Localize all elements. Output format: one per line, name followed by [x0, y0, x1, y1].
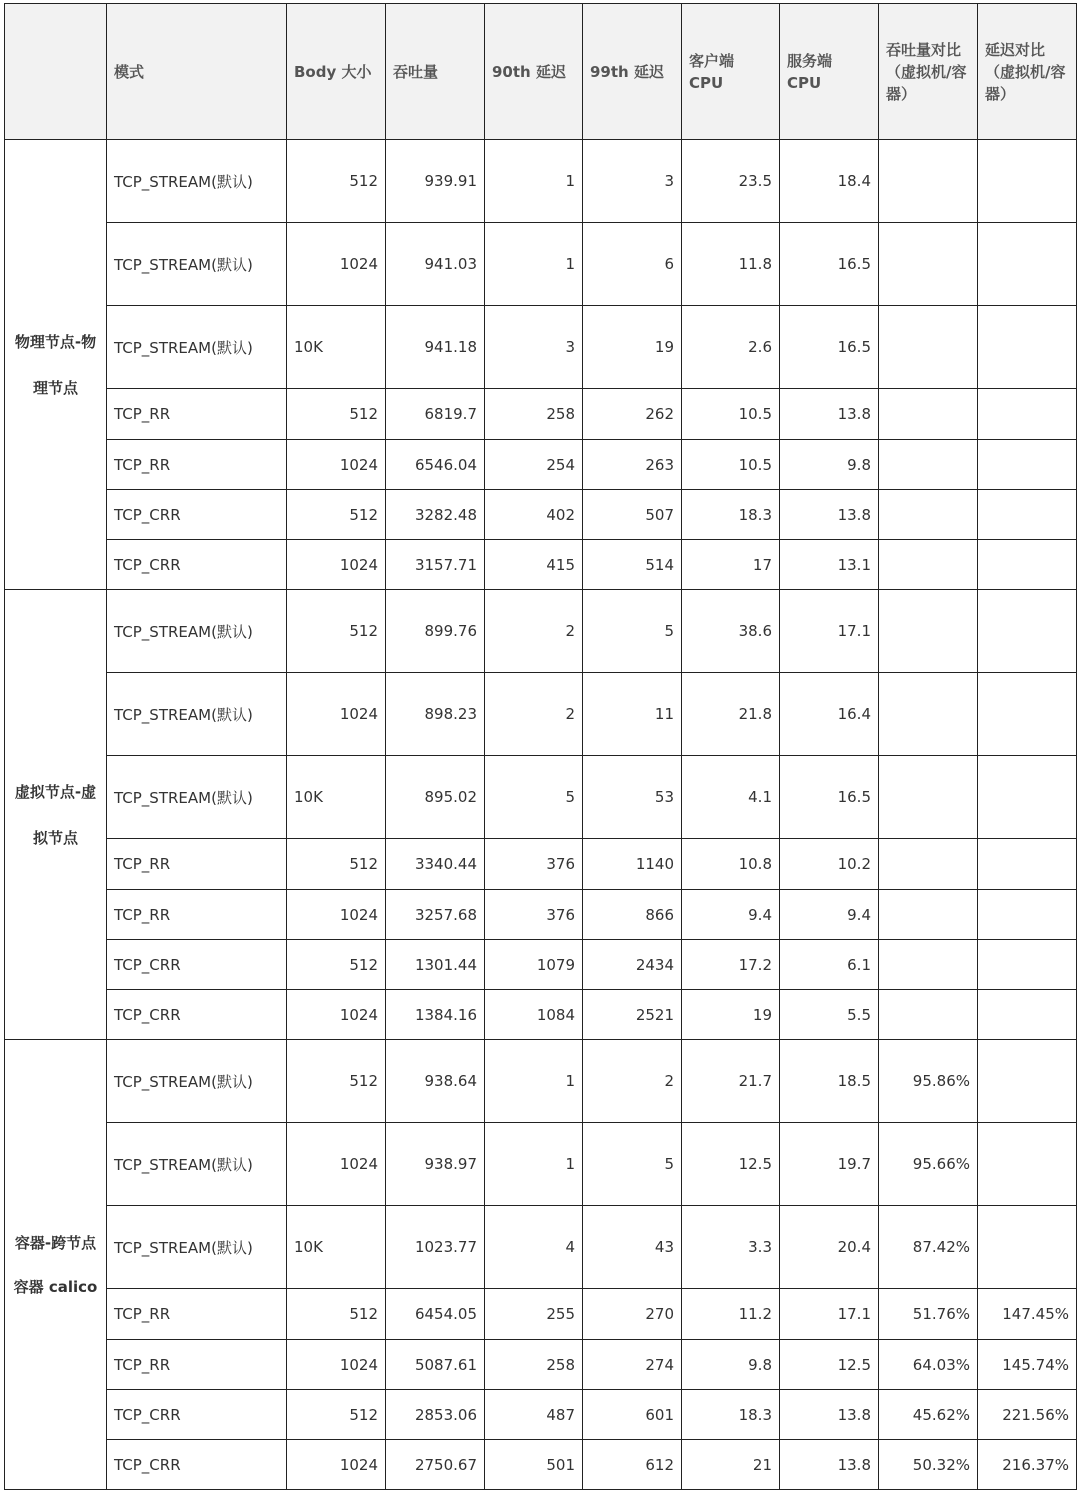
cell-mode: TCP_CRR	[107, 1390, 287, 1440]
cell-client-cpu: 3.3	[682, 1206, 780, 1289]
cell-throughput: 3282.48	[386, 490, 485, 540]
cell-p99-latency: 262	[583, 389, 682, 440]
cell-mode: TCP_STREAM(默认)	[107, 756, 287, 839]
cell-client-cpu: 4.1	[682, 756, 780, 839]
benchmark-table	[4, 3, 1077, 1490]
cell-server-cpu: 9.8	[780, 440, 879, 490]
group-label: 容器-跨节点容器 calico	[5, 1040, 107, 1490]
cell-throughput-ratio	[879, 673, 978, 756]
table-row	[5, 1040, 1077, 1123]
cell-client-cpu: 11.8	[682, 223, 780, 306]
cell-throughput-ratio	[879, 940, 978, 990]
cell-client-cpu: 9.4	[682, 890, 780, 940]
cell-mode: TCP_CRR	[107, 940, 287, 990]
cell-client-cpu: 10.5	[682, 440, 780, 490]
cell-p99-latency: 19	[583, 306, 682, 389]
header-row	[5, 4, 1077, 140]
cell-body-size: 512	[287, 1390, 386, 1440]
cell-body-size: 10K	[287, 1206, 386, 1289]
cell-p99-latency: 514	[583, 540, 682, 590]
cell-client-cpu: 18.3	[682, 490, 780, 540]
cell-throughput-ratio	[879, 140, 978, 223]
table-row	[5, 490, 1077, 540]
cell-client-cpu: 12.5	[682, 1123, 780, 1206]
cell-p90-latency: 501	[485, 1440, 583, 1490]
cell-throughput: 6546.04	[386, 440, 485, 490]
cell-latency-ratio	[978, 1040, 1077, 1123]
cell-p90-latency: 402	[485, 490, 583, 540]
cell-throughput: 3257.68	[386, 890, 485, 940]
cell-p99-latency: 6	[583, 223, 682, 306]
cell-throughput-ratio: 51.76%	[879, 1289, 978, 1340]
cell-throughput: 5087.61	[386, 1340, 485, 1390]
header-group	[5, 4, 107, 140]
cell-mode: TCP_STREAM(默认)	[107, 1206, 287, 1289]
group-label: 虚拟节点-虚拟节点	[5, 590, 107, 1040]
cell-p99-latency: 2434	[583, 940, 682, 990]
cell-p90-latency: 254	[485, 440, 583, 490]
header-client-cpu: 客户端 CPU	[682, 4, 780, 140]
cell-client-cpu: 19	[682, 990, 780, 1040]
cell-mode: TCP_RR	[107, 839, 287, 890]
cell-latency-ratio	[978, 990, 1077, 1040]
cell-latency-ratio	[978, 673, 1077, 756]
table-row	[5, 673, 1077, 756]
cell-mode: TCP_CRR	[107, 990, 287, 1040]
cell-throughput: 2750.67	[386, 1440, 485, 1490]
table-row	[5, 940, 1077, 990]
group-label: 物理节点-物理节点	[5, 140, 107, 590]
cell-server-cpu: 12.5	[780, 1340, 879, 1390]
cell-throughput-ratio	[879, 389, 978, 440]
cell-mode: TCP_RR	[107, 389, 287, 440]
cell-mode: TCP_STREAM(默认)	[107, 306, 287, 389]
cell-p90-latency: 487	[485, 1390, 583, 1440]
cell-server-cpu: 16.5	[780, 306, 879, 389]
cell-client-cpu: 21.7	[682, 1040, 780, 1123]
cell-body-size: 512	[287, 1289, 386, 1340]
cell-server-cpu: 17.1	[780, 590, 879, 673]
cell-p90-latency: 1	[485, 1040, 583, 1123]
cell-latency-ratio	[978, 940, 1077, 990]
cell-latency-ratio: 221.56%	[978, 1390, 1077, 1440]
cell-p90-latency: 376	[485, 839, 583, 890]
cell-latency-ratio	[978, 540, 1077, 590]
cell-throughput-ratio: 87.42%	[879, 1206, 978, 1289]
cell-mode: TCP_STREAM(默认)	[107, 223, 287, 306]
cell-p90-latency: 258	[485, 1340, 583, 1390]
cell-mode: TCP_RR	[107, 1289, 287, 1340]
table-row	[5, 140, 1077, 223]
cell-p99-latency: 53	[583, 756, 682, 839]
cell-body-size: 512	[287, 590, 386, 673]
cell-p99-latency: 270	[583, 1289, 682, 1340]
cell-mode: TCP_CRR	[107, 540, 287, 590]
cell-client-cpu: 17.2	[682, 940, 780, 990]
cell-latency-ratio	[978, 490, 1077, 540]
cell-mode: TCP_CRR	[107, 490, 287, 540]
cell-client-cpu: 10.8	[682, 839, 780, 890]
cell-throughput-ratio: 95.86%	[879, 1040, 978, 1123]
cell-throughput: 895.02	[386, 756, 485, 839]
cell-body-size: 1024	[287, 223, 386, 306]
cell-latency-ratio	[978, 140, 1077, 223]
cell-p90-latency: 1084	[485, 990, 583, 1040]
cell-throughput-ratio	[879, 540, 978, 590]
cell-client-cpu: 10.5	[682, 389, 780, 440]
cell-throughput-ratio	[879, 490, 978, 540]
cell-client-cpu: 18.3	[682, 1390, 780, 1440]
cell-latency-ratio	[978, 306, 1077, 389]
cell-throughput: 1384.16	[386, 990, 485, 1040]
cell-throughput: 898.23	[386, 673, 485, 756]
cell-throughput-ratio	[879, 990, 978, 1040]
cell-body-size: 1024	[287, 440, 386, 490]
cell-client-cpu: 21.8	[682, 673, 780, 756]
cell-server-cpu: 20.4	[780, 1206, 879, 1289]
cell-p99-latency: 274	[583, 1340, 682, 1390]
cell-body-size: 1024	[287, 1123, 386, 1206]
cell-throughput: 938.64	[386, 1040, 485, 1123]
cell-throughput: 938.97	[386, 1123, 485, 1206]
cell-body-size: 512	[287, 389, 386, 440]
cell-latency-ratio	[978, 756, 1077, 839]
cell-p90-latency: 2	[485, 673, 583, 756]
cell-server-cpu: 10.2	[780, 839, 879, 890]
cell-p99-latency: 612	[583, 1440, 682, 1490]
cell-p90-latency: 4	[485, 1206, 583, 1289]
cell-client-cpu: 23.5	[682, 140, 780, 223]
cell-server-cpu: 18.5	[780, 1040, 879, 1123]
cell-latency-ratio: 145.74%	[978, 1340, 1077, 1390]
cell-p99-latency: 3	[583, 140, 682, 223]
cell-server-cpu: 18.4	[780, 140, 879, 223]
cell-body-size: 1024	[287, 540, 386, 590]
cell-server-cpu: 16.5	[780, 223, 879, 306]
cell-p90-latency: 5	[485, 756, 583, 839]
cell-client-cpu: 2.6	[682, 306, 780, 389]
cell-p90-latency: 1	[485, 1123, 583, 1206]
cell-mode: TCP_RR	[107, 440, 287, 490]
cell-latency-ratio: 147.45%	[978, 1289, 1077, 1340]
header-server-cpu: 服务端 CPU	[780, 4, 879, 140]
cell-server-cpu: 13.8	[780, 1390, 879, 1440]
cell-body-size: 1024	[287, 990, 386, 1040]
cell-p99-latency: 2	[583, 1040, 682, 1123]
table-body	[5, 140, 1077, 1490]
header-throughput: 吞吐量	[386, 4, 485, 140]
cell-server-cpu: 19.7	[780, 1123, 879, 1206]
cell-client-cpu: 9.8	[682, 1340, 780, 1390]
table-row	[5, 1390, 1077, 1440]
cell-p99-latency: 2521	[583, 990, 682, 1040]
cell-throughput: 1023.77	[386, 1206, 485, 1289]
cell-p99-latency: 43	[583, 1206, 682, 1289]
cell-throughput-ratio	[879, 839, 978, 890]
cell-throughput-ratio	[879, 223, 978, 306]
cell-latency-ratio: 216.37%	[978, 1440, 1077, 1490]
cell-p90-latency: 1	[485, 140, 583, 223]
cell-throughput: 1301.44	[386, 940, 485, 990]
cell-throughput: 941.18	[386, 306, 485, 389]
cell-server-cpu: 16.4	[780, 673, 879, 756]
cell-throughput: 6454.05	[386, 1289, 485, 1340]
cell-p99-latency: 1140	[583, 839, 682, 890]
cell-mode: TCP_STREAM(默认)	[107, 673, 287, 756]
cell-latency-ratio	[978, 590, 1077, 673]
cell-client-cpu: 38.6	[682, 590, 780, 673]
cell-body-size: 1024	[287, 1340, 386, 1390]
cell-throughput-ratio	[879, 756, 978, 839]
cell-body-size: 10K	[287, 756, 386, 839]
cell-body-size: 10K	[287, 306, 386, 389]
table-row	[5, 890, 1077, 940]
cell-p99-latency: 263	[583, 440, 682, 490]
cell-throughput-ratio: 95.66%	[879, 1123, 978, 1206]
cell-server-cpu: 16.5	[780, 756, 879, 839]
cell-body-size: 1024	[287, 890, 386, 940]
table-row	[5, 1206, 1077, 1289]
table-row	[5, 440, 1077, 490]
table-row	[5, 1123, 1077, 1206]
cell-throughput: 3157.71	[386, 540, 485, 590]
cell-throughput: 2853.06	[386, 1390, 485, 1440]
table-row	[5, 756, 1077, 839]
table-row	[5, 990, 1077, 1040]
cell-throughput-ratio	[879, 440, 978, 490]
cell-p90-latency: 1079	[485, 940, 583, 990]
cell-mode: TCP_STREAM(默认)	[107, 1123, 287, 1206]
cell-throughput-ratio: 45.62%	[879, 1390, 978, 1440]
cell-throughput-ratio: 50.32%	[879, 1440, 978, 1490]
cell-p90-latency: 3	[485, 306, 583, 389]
cell-client-cpu: 11.2	[682, 1289, 780, 1340]
cell-throughput-ratio	[879, 306, 978, 389]
cell-throughput: 941.03	[386, 223, 485, 306]
cell-p99-latency: 5	[583, 590, 682, 673]
cell-throughput-ratio: 64.03%	[879, 1340, 978, 1390]
header-body-size: Body 大小	[287, 4, 386, 140]
cell-p99-latency: 11	[583, 673, 682, 756]
cell-mode: TCP_STREAM(默认)	[107, 590, 287, 673]
cell-throughput: 939.91	[386, 140, 485, 223]
header-p90: 90th 延迟	[485, 4, 583, 140]
cell-latency-ratio	[978, 1206, 1077, 1289]
table-row	[5, 306, 1077, 389]
cell-throughput: 6819.7	[386, 389, 485, 440]
cell-p90-latency: 415	[485, 540, 583, 590]
cell-p99-latency: 866	[583, 890, 682, 940]
table-row	[5, 540, 1077, 590]
cell-server-cpu: 5.5	[780, 990, 879, 1040]
cell-server-cpu: 9.4	[780, 890, 879, 940]
cell-p90-latency: 2	[485, 590, 583, 673]
cell-mode: TCP_STREAM(默认)	[107, 140, 287, 223]
table-row	[5, 1289, 1077, 1340]
cell-p99-latency: 601	[583, 1390, 682, 1440]
cell-mode: TCP_RR	[107, 1340, 287, 1390]
cell-latency-ratio	[978, 389, 1077, 440]
cell-server-cpu: 13.1	[780, 540, 879, 590]
cell-throughput: 899.76	[386, 590, 485, 673]
cell-body-size: 1024	[287, 1440, 386, 1490]
cell-body-size: 512	[287, 940, 386, 990]
cell-body-size: 512	[287, 490, 386, 540]
table-row	[5, 389, 1077, 440]
table-row	[5, 839, 1077, 890]
cell-latency-ratio	[978, 440, 1077, 490]
cell-body-size: 512	[287, 839, 386, 890]
cell-mode: TCP_CRR	[107, 1440, 287, 1490]
cell-p99-latency: 5	[583, 1123, 682, 1206]
cell-body-size: 512	[287, 1040, 386, 1123]
cell-p90-latency: 255	[485, 1289, 583, 1340]
cell-latency-ratio	[978, 1123, 1077, 1206]
cell-throughput-ratio	[879, 890, 978, 940]
cell-throughput: 3340.44	[386, 839, 485, 890]
cell-mode: TCP_RR	[107, 890, 287, 940]
cell-latency-ratio	[978, 839, 1077, 890]
cell-p90-latency: 376	[485, 890, 583, 940]
cell-throughput-ratio	[879, 590, 978, 673]
header-latency-ratio: 延迟对比（虚拟机/容器）	[978, 4, 1077, 140]
cell-p99-latency: 507	[583, 490, 682, 540]
cell-p90-latency: 258	[485, 389, 583, 440]
cell-latency-ratio	[978, 890, 1077, 940]
cell-server-cpu: 13.8	[780, 389, 879, 440]
header-mode: 模式	[107, 4, 287, 140]
cell-server-cpu: 6.1	[780, 940, 879, 990]
table-row	[5, 1440, 1077, 1490]
cell-client-cpu: 17	[682, 540, 780, 590]
table-row	[5, 223, 1077, 306]
header-p99: 99th 延迟	[583, 4, 682, 140]
cell-body-size: 512	[287, 140, 386, 223]
cell-server-cpu: 13.8	[780, 490, 879, 540]
cell-server-cpu: 17.1	[780, 1289, 879, 1340]
cell-client-cpu: 21	[682, 1440, 780, 1490]
cell-mode: TCP_STREAM(默认)	[107, 1040, 287, 1123]
table-row	[5, 590, 1077, 673]
cell-body-size: 1024	[287, 673, 386, 756]
cell-p90-latency: 1	[485, 223, 583, 306]
cell-latency-ratio	[978, 223, 1077, 306]
cell-server-cpu: 13.8	[780, 1440, 879, 1490]
header-throughput-ratio: 吞吐量对比（虚拟机/容器）	[879, 4, 978, 140]
table-row	[5, 1340, 1077, 1390]
